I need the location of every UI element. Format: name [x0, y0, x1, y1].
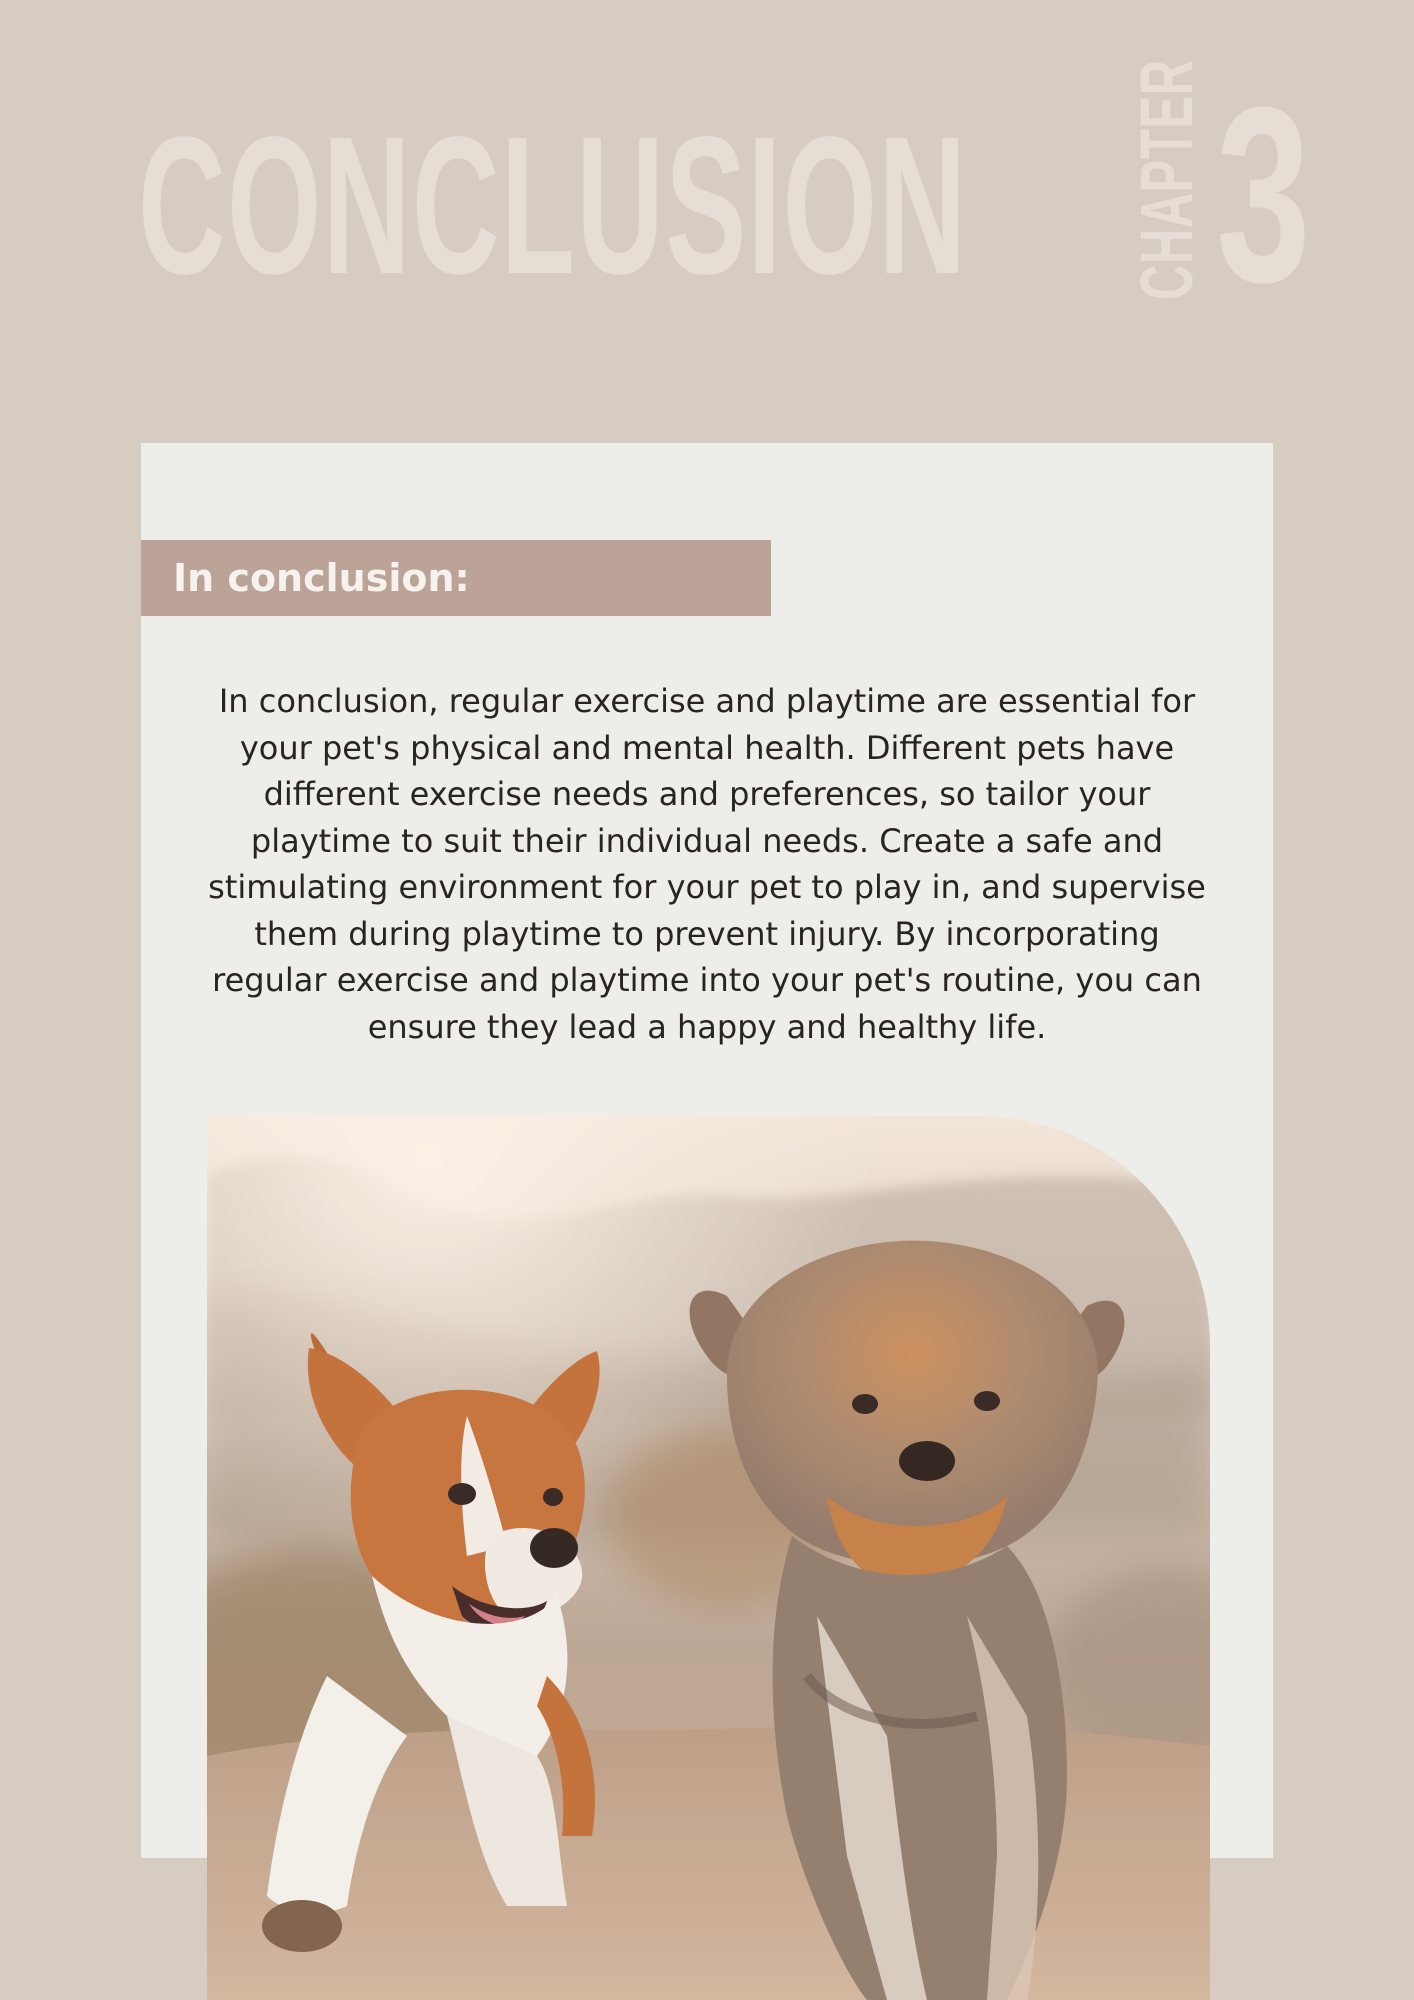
dogs-photo: [207, 1116, 1210, 2000]
dogs-photo-illustration: [207, 1116, 1210, 2000]
chapter-title: CONCLUSION: [138, 96, 968, 315]
conclusion-paragraph: In conclusion, regular exercise and playtime are essential for your pet's physical and mental health. Different pets have different exercise needs and preferences, so tailor your playtime to suit their individual needs. Create a safe and stimulating environment for your pet to play in, and supervise them during playtime to prevent injury. By incorporating regular exercise and playtime into your pet's routine, you can ensure they lead a happy and healthy life.: [208, 682, 1206, 1046]
chapter-label: CHAPTER: [1125, 59, 1208, 300]
chapter-number: 3: [1216, 55, 1311, 334]
section-heading: In conclusion:: [173, 556, 470, 600]
section-label-bar: [141, 540, 771, 616]
